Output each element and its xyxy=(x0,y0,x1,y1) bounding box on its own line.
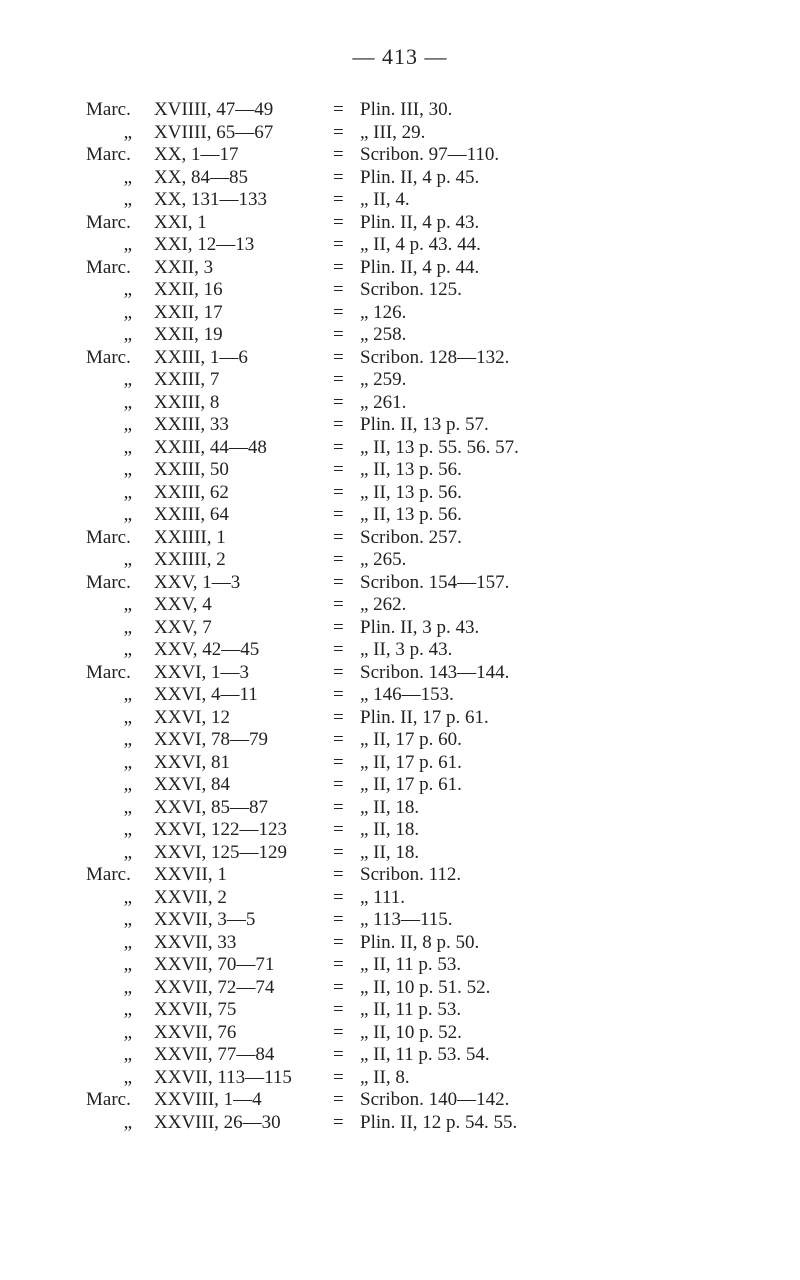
source-abbrev: Marc. xyxy=(86,571,131,593)
source-reference: XXVII, 70—71 xyxy=(154,954,275,975)
source-reference: XXVI, 125—129 xyxy=(154,841,287,863)
parallel-reference: Scribon. 128—132. xyxy=(360,346,510,368)
source-reference: XXIII, 44—48 xyxy=(154,436,267,458)
source-abbrev: Marc. xyxy=(86,1089,131,1110)
entry-row xyxy=(0,458,800,482)
entry-row xyxy=(0,1111,800,1135)
source-reference: XXVI, 85—87 xyxy=(154,796,268,818)
source-reference: XVIIII, 65—67 xyxy=(154,121,274,143)
entry-row xyxy=(0,256,800,280)
equals-sign: = xyxy=(333,751,344,773)
parallel-reference: Plin. II, 13 p. 57. xyxy=(360,414,489,435)
source-reference: XXIII, 50 xyxy=(154,459,229,480)
source-reference: XXVI, 12 xyxy=(154,706,230,728)
entry-row xyxy=(0,368,800,392)
entry-row xyxy=(0,773,800,797)
source-abbrev: Marc. xyxy=(86,99,131,120)
source-reference: XXVI, 1—3 xyxy=(154,661,249,683)
parallel-reference: Plin. III, 30. xyxy=(360,99,453,120)
equals-sign: = xyxy=(333,661,344,683)
source-reference: XXIII, 33 xyxy=(154,414,229,435)
equals-sign: = xyxy=(333,976,344,998)
parallel-reference: Plin. II, 8 p. 50. xyxy=(360,931,480,953)
equals-sign: = xyxy=(333,841,344,863)
source-reference: XXIIII, 2 xyxy=(154,549,226,570)
parallel-reference: „ 113—115. xyxy=(360,909,453,930)
source-reference: XXVII, 1 xyxy=(154,864,227,885)
entry-row xyxy=(0,998,800,1022)
source-abbrev: Marc. xyxy=(86,346,131,368)
ditto-mark: „ xyxy=(123,1066,132,1088)
parallel-reference: „ II, 18. xyxy=(360,819,420,840)
parallel-reference: „ 146—153. xyxy=(360,684,454,705)
entry-row xyxy=(0,728,800,752)
source-reference: XXII, 3 xyxy=(154,256,214,278)
parallel-reference: „ II, 17 p. 61. xyxy=(360,774,462,795)
entry-row xyxy=(0,1021,800,1045)
ditto-mark: „ xyxy=(123,234,132,255)
equals-sign: = xyxy=(333,706,344,728)
entry-row xyxy=(0,683,800,707)
parallel-reference: „ II, 11 p. 53. xyxy=(360,999,462,1020)
source-reference: XXIII, 1—6 xyxy=(154,346,248,368)
source-abbrev: Marc. xyxy=(86,661,131,683)
equals-sign: = xyxy=(333,369,344,390)
source-reference: XXVI, 4—11 xyxy=(154,684,258,705)
entry-row xyxy=(0,796,800,820)
parallel-reference: Plin. II, 3 p. 43. xyxy=(360,616,480,638)
equals-sign: = xyxy=(333,909,344,930)
equals-sign: = xyxy=(333,211,344,233)
source-abbrev: Marc. xyxy=(86,526,131,548)
equals-sign: = xyxy=(333,301,344,323)
parallel-reference: „ II, 13 p. 56. xyxy=(360,459,462,480)
parallel-reference: „ III, 29. xyxy=(360,121,426,143)
ditto-mark: „ xyxy=(123,301,132,323)
entry-row xyxy=(0,346,800,370)
source-abbrev: Marc. xyxy=(86,144,131,165)
equals-sign: = xyxy=(333,796,344,818)
source-reference: XXVII, 75 xyxy=(154,999,237,1020)
parallel-reference: „ II, 17 p. 60. xyxy=(360,729,462,750)
equals-sign: = xyxy=(333,504,344,525)
ditto-mark: „ xyxy=(123,684,132,705)
ditto-mark: „ xyxy=(123,279,132,300)
parallel-reference: „ II, 4 p. 43. 44. xyxy=(360,234,481,255)
equals-sign: = xyxy=(333,256,344,278)
entry-row xyxy=(0,751,800,775)
source-reference: XXVII, 2 xyxy=(154,886,227,908)
parallel-reference: „ II, 18. xyxy=(360,796,420,818)
page-number: — 413 — xyxy=(352,44,448,69)
equals-sign: = xyxy=(333,549,344,570)
source-reference: XXVII, 72—74 xyxy=(154,976,275,998)
parallel-reference: Scribon. 140—142. xyxy=(360,1089,510,1110)
source-reference: XXVI, 81 xyxy=(154,751,230,773)
source-reference: XX, 1—17 xyxy=(154,144,239,165)
entry-row xyxy=(0,1088,800,1112)
equals-sign: = xyxy=(333,886,344,908)
equals-sign: = xyxy=(333,684,344,705)
parallel-reference: „ II, 13 p. 56. xyxy=(360,504,462,525)
source-reference: XXI, 12—13 xyxy=(154,234,255,255)
ditto-mark: „ xyxy=(123,819,132,840)
ditto-mark: „ xyxy=(123,459,132,480)
entry-row xyxy=(0,121,800,145)
entry-row xyxy=(0,301,800,325)
source-reference: XXVIII, 1—4 xyxy=(154,1089,262,1110)
ditto-mark: „ xyxy=(123,616,132,638)
equals-sign: = xyxy=(333,571,344,593)
source-reference: XXV, 4 xyxy=(154,594,212,615)
source-reference: XX, 131—133 xyxy=(154,189,267,210)
source-reference: XXII, 17 xyxy=(154,301,223,323)
entry-row xyxy=(0,143,800,167)
entry-row xyxy=(0,503,800,527)
entry-row xyxy=(0,931,800,955)
ditto-mark: „ xyxy=(123,414,132,435)
source-reference: XXVI, 78—79 xyxy=(154,729,268,750)
parallel-reference: „ 111. xyxy=(360,886,406,908)
equals-sign: = xyxy=(333,234,344,255)
source-abbrev: Marc. xyxy=(86,211,131,233)
entry-row xyxy=(0,953,800,977)
ditto-mark: „ xyxy=(123,886,132,908)
ditto-mark: „ xyxy=(123,549,132,570)
parallel-reference: Plin. II, 4 p. 43. xyxy=(360,211,480,233)
source-reference: XXII, 16 xyxy=(154,279,223,300)
equals-sign: = xyxy=(333,121,344,143)
parallel-reference: „ 265. xyxy=(360,549,407,570)
entry-row xyxy=(0,976,800,1000)
ditto-mark: „ xyxy=(123,504,132,525)
source-reference: XXIII, 62 xyxy=(154,481,229,503)
source-reference: XVIIII, 47—49 xyxy=(154,99,274,120)
ditto-mark: „ xyxy=(123,954,132,975)
parallel-reference: „ II, 11 p. 53. xyxy=(360,954,462,975)
parallel-reference: „ 261. xyxy=(360,391,407,413)
entry-row xyxy=(0,706,800,730)
ditto-mark: „ xyxy=(123,324,132,345)
source-reference: XXI, 1 xyxy=(154,211,207,233)
source-reference: XXVII, 33 xyxy=(154,931,237,953)
ditto-mark: „ xyxy=(123,1111,132,1133)
parallel-reference: „ II, 10 p. 52. xyxy=(360,1021,462,1043)
entry-row xyxy=(0,413,800,437)
entry-row xyxy=(0,323,800,347)
parallel-reference: Scribon. 125. xyxy=(360,279,462,300)
equals-sign: = xyxy=(333,346,344,368)
ditto-mark: „ xyxy=(123,751,132,773)
ditto-mark: „ xyxy=(123,931,132,953)
equals-sign: = xyxy=(333,999,344,1020)
ditto-mark: „ xyxy=(123,166,132,188)
parallel-reference: „ 126. xyxy=(360,301,407,323)
equals-sign: = xyxy=(333,414,344,435)
equals-sign: = xyxy=(333,166,344,188)
entry-row xyxy=(0,818,800,842)
ditto-mark: „ xyxy=(123,481,132,503)
parallel-reference: Plin. II, 4 p. 45. xyxy=(360,166,480,188)
source-reference: XXIIII, 1 xyxy=(154,526,226,548)
ditto-mark: „ xyxy=(123,639,132,660)
source-reference: XXIII, 64 xyxy=(154,504,229,525)
parallel-reference: „ 258. xyxy=(360,324,407,345)
equals-sign: = xyxy=(333,594,344,615)
ditto-mark: „ xyxy=(123,1044,132,1065)
equals-sign: = xyxy=(333,481,344,503)
source-reference: XXVII, 113—115 xyxy=(154,1066,292,1088)
parallel-reference: „ II, 3 p. 43. xyxy=(360,639,453,660)
equals-sign: = xyxy=(333,459,344,480)
ditto-mark: „ xyxy=(123,369,132,390)
equals-sign: = xyxy=(333,1021,344,1043)
entry-row xyxy=(0,436,800,460)
parallel-reference: Scribon. 112. xyxy=(360,864,462,885)
ditto-mark: „ xyxy=(123,999,132,1020)
entry-row xyxy=(0,166,800,190)
equals-sign: = xyxy=(333,279,344,300)
ditto-mark: „ xyxy=(123,841,132,863)
ditto-mark: „ xyxy=(123,594,132,615)
entry-row xyxy=(0,278,800,302)
source-reference: XXII, 19 xyxy=(154,324,223,345)
parallel-reference: „ II, 8. xyxy=(360,1066,410,1088)
entry-row xyxy=(0,863,800,887)
ditto-mark: „ xyxy=(123,909,132,930)
equals-sign: = xyxy=(333,1089,344,1110)
entry-row xyxy=(0,188,800,212)
parallel-reference: Plin. II, 4 p. 44. xyxy=(360,256,480,278)
equals-sign: = xyxy=(333,639,344,660)
source-reference: XXVI, 122—123 xyxy=(154,819,287,840)
source-reference: XXVII, 76 xyxy=(154,1021,237,1043)
parallel-reference: „ 262. xyxy=(360,594,407,615)
parallel-reference: Plin. II, 17 p. 61. xyxy=(360,706,489,728)
equals-sign: = xyxy=(333,144,344,165)
entry-row xyxy=(0,548,800,572)
ditto-mark: „ xyxy=(123,1021,132,1043)
entry-row xyxy=(0,886,800,910)
parallel-reference: Scribon. 154—157. xyxy=(360,571,510,593)
parallel-reference: „ II, 13 p. 56. xyxy=(360,481,462,503)
parallel-reference: „ II, 11 p. 53. 54. xyxy=(360,1044,490,1065)
equals-sign: = xyxy=(333,864,344,885)
equals-sign: = xyxy=(333,391,344,413)
entry-row xyxy=(0,638,800,662)
equals-sign: = xyxy=(333,931,344,953)
equals-sign: = xyxy=(333,729,344,750)
source-reference: XXV, 1—3 xyxy=(154,571,241,593)
entry-row xyxy=(0,571,800,595)
ditto-mark: „ xyxy=(123,729,132,750)
equals-sign: = xyxy=(333,99,344,120)
equals-sign: = xyxy=(333,819,344,840)
equals-sign: = xyxy=(333,436,344,458)
ditto-mark: „ xyxy=(123,121,132,143)
equals-sign: = xyxy=(333,1066,344,1088)
entry-row xyxy=(0,98,800,122)
source-reference: XX, 84—85 xyxy=(154,166,248,188)
ditto-mark: „ xyxy=(123,976,132,998)
equals-sign: = xyxy=(333,954,344,975)
ditto-mark: „ xyxy=(123,706,132,728)
equals-sign: = xyxy=(333,189,344,210)
parallel-reference: Scribon. 97—110. xyxy=(360,144,500,165)
entry-row xyxy=(0,1066,800,1090)
ditto-mark: „ xyxy=(123,436,132,458)
parallel-reference: „ II, 17 p. 61. xyxy=(360,751,462,773)
parallel-reference: Plin. II, 12 p. 54. 55. xyxy=(360,1111,518,1133)
source-reference: XXIII, 7 xyxy=(154,369,220,390)
entry-row xyxy=(0,481,800,505)
equals-sign: = xyxy=(333,1044,344,1065)
parallel-reference: Scribon. 257. xyxy=(360,526,462,548)
parallel-reference: Scribon. 143—144. xyxy=(360,661,510,683)
source-reference: XXVII, 77—84 xyxy=(154,1044,275,1065)
source-reference: XXV, 7 xyxy=(154,616,212,638)
equals-sign: = xyxy=(333,526,344,548)
source-reference: XXIII, 8 xyxy=(154,391,220,413)
parallel-reference: „ II, 18. xyxy=(360,841,420,863)
parallel-reference: „ 259. xyxy=(360,369,407,390)
ditto-mark: „ xyxy=(123,774,132,795)
ditto-mark: „ xyxy=(123,391,132,413)
entry-row xyxy=(0,233,800,257)
entry-row xyxy=(0,391,800,415)
ditto-mark: „ xyxy=(123,189,132,210)
entry-row xyxy=(0,1043,800,1067)
source-reference: XXVII, 3—5 xyxy=(154,909,256,930)
entry-row xyxy=(0,593,800,617)
source-reference: XXVI, 84 xyxy=(154,774,230,795)
entry-row xyxy=(0,616,800,640)
entry-row xyxy=(0,841,800,865)
source-abbrev: Marc. xyxy=(86,256,131,278)
equals-sign: = xyxy=(333,324,344,345)
equals-sign: = xyxy=(333,774,344,795)
source-reference: XXVIII, 26—30 xyxy=(154,1111,281,1133)
entry-row xyxy=(0,661,800,685)
parallel-reference: „ II, 4. xyxy=(360,189,410,210)
equals-sign: = xyxy=(333,1111,344,1133)
equals-sign: = xyxy=(333,616,344,638)
entry-row xyxy=(0,211,800,235)
source-abbrev: Marc. xyxy=(86,864,131,885)
source-reference: XXV, 42—45 xyxy=(154,639,260,660)
entry-row xyxy=(0,908,800,932)
ditto-mark: „ xyxy=(123,796,132,818)
entry-row xyxy=(0,526,800,550)
parallel-reference: „ II, 10 p. 51. 52. xyxy=(360,976,491,998)
parallel-reference: „ II, 13 p. 55. 56. 57. xyxy=(360,436,519,458)
